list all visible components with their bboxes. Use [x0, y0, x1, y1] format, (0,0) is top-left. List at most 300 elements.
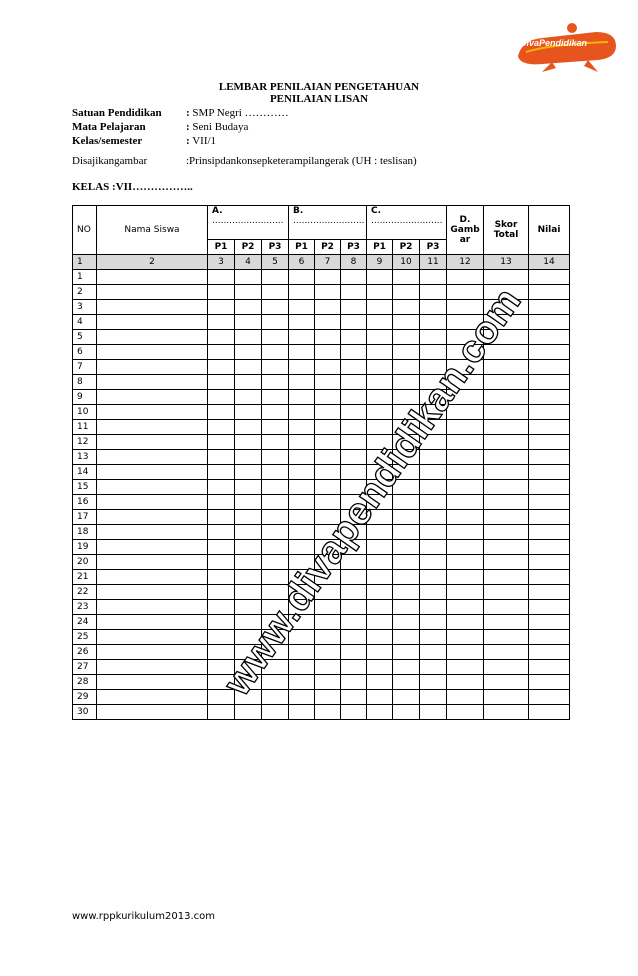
score-cell[interactable] [484, 540, 529, 555]
score-cell[interactable] [341, 300, 367, 315]
score-cell[interactable] [315, 360, 341, 375]
score-cell[interactable] [235, 615, 262, 630]
score-cell[interactable] [262, 435, 289, 450]
score-cell[interactable] [529, 360, 570, 375]
score-cell[interactable] [529, 405, 570, 420]
score-cell[interactable] [235, 390, 262, 405]
score-cell[interactable] [235, 675, 262, 690]
score-cell[interactable] [262, 285, 289, 300]
score-cell[interactable] [97, 270, 208, 285]
score-cell[interactable] [208, 300, 235, 315]
score-cell[interactable] [262, 630, 289, 645]
score-cell[interactable] [341, 450, 367, 465]
score-cell[interactable] [367, 660, 393, 675]
score-cell[interactable] [393, 270, 420, 285]
score-cell[interactable] [393, 465, 420, 480]
score-cell[interactable] [420, 660, 447, 675]
score-cell[interactable] [315, 435, 341, 450]
score-cell[interactable] [447, 510, 484, 525]
score-cell[interactable] [529, 510, 570, 525]
score-cell[interactable] [235, 435, 262, 450]
score-cell[interactable] [315, 285, 341, 300]
score-cell[interactable] [208, 555, 235, 570]
score-cell[interactable] [289, 555, 315, 570]
score-cell[interactable] [420, 300, 447, 315]
score-cell[interactable] [367, 390, 393, 405]
score-cell[interactable] [447, 600, 484, 615]
score-cell[interactable] [420, 705, 447, 720]
score-cell[interactable] [367, 405, 393, 420]
score-cell[interactable] [315, 585, 341, 600]
score-cell[interactable] [529, 480, 570, 495]
score-cell[interactable] [484, 495, 529, 510]
score-cell[interactable] [393, 315, 420, 330]
score-cell[interactable] [208, 495, 235, 510]
score-cell[interactable] [484, 420, 529, 435]
score-cell[interactable] [529, 540, 570, 555]
score-cell[interactable] [97, 315, 208, 330]
score-cell[interactable] [367, 330, 393, 345]
score-cell[interactable] [420, 270, 447, 285]
score-cell[interactable] [447, 645, 484, 660]
score-cell[interactable] [529, 495, 570, 510]
score-cell[interactable] [262, 390, 289, 405]
score-cell[interactable] [289, 375, 315, 390]
score-cell[interactable] [289, 675, 315, 690]
score-cell[interactable] [97, 450, 208, 465]
score-cell[interactable] [289, 690, 315, 705]
score-cell[interactable] [420, 675, 447, 690]
score-cell[interactable] [97, 675, 208, 690]
score-cell[interactable] [97, 360, 208, 375]
score-cell[interactable] [447, 690, 484, 705]
score-cell[interactable] [447, 480, 484, 495]
score-cell[interactable] [208, 375, 235, 390]
score-cell[interactable] [208, 630, 235, 645]
score-cell[interactable] [484, 465, 529, 480]
score-cell[interactable] [529, 435, 570, 450]
score-cell[interactable] [447, 540, 484, 555]
score-cell[interactable] [341, 645, 367, 660]
score-cell[interactable] [289, 345, 315, 360]
score-cell[interactable] [529, 570, 570, 585]
score-cell[interactable] [367, 540, 393, 555]
score-cell[interactable] [447, 525, 484, 540]
score-cell[interactable] [484, 375, 529, 390]
score-cell[interactable] [529, 300, 570, 315]
score-cell[interactable] [262, 480, 289, 495]
score-cell[interactable] [208, 360, 235, 375]
score-cell[interactable] [393, 510, 420, 525]
score-cell[interactable] [420, 345, 447, 360]
score-cell[interactable] [393, 375, 420, 390]
score-cell[interactable] [484, 645, 529, 660]
score-cell[interactable] [484, 285, 529, 300]
score-cell[interactable] [484, 390, 529, 405]
score-cell[interactable] [97, 390, 208, 405]
score-cell[interactable] [235, 315, 262, 330]
score-cell[interactable] [367, 270, 393, 285]
score-cell[interactable] [208, 315, 235, 330]
score-cell[interactable] [341, 270, 367, 285]
score-cell[interactable] [208, 405, 235, 420]
score-cell[interactable] [97, 420, 208, 435]
score-cell[interactable] [97, 690, 208, 705]
score-cell[interactable] [289, 570, 315, 585]
score-cell[interactable] [420, 495, 447, 510]
score-cell[interactable] [262, 495, 289, 510]
score-cell[interactable] [262, 345, 289, 360]
score-cell[interactable] [315, 405, 341, 420]
score-cell[interactable] [447, 630, 484, 645]
score-cell[interactable] [484, 360, 529, 375]
score-cell[interactable] [393, 525, 420, 540]
score-cell[interactable] [367, 435, 393, 450]
score-cell[interactable] [97, 495, 208, 510]
score-cell[interactable] [262, 360, 289, 375]
score-cell[interactable] [235, 405, 262, 420]
score-cell[interactable] [420, 285, 447, 300]
score-cell[interactable] [393, 450, 420, 465]
score-cell[interactable] [262, 315, 289, 330]
score-cell[interactable] [289, 450, 315, 465]
score-cell[interactable] [289, 585, 315, 600]
score-cell[interactable] [420, 315, 447, 330]
score-cell[interactable] [262, 585, 289, 600]
score-cell[interactable] [393, 300, 420, 315]
score-cell[interactable] [315, 555, 341, 570]
score-cell[interactable] [393, 705, 420, 720]
score-cell[interactable] [235, 330, 262, 345]
score-cell[interactable] [315, 675, 341, 690]
score-cell[interactable] [420, 570, 447, 585]
score-cell[interactable] [289, 495, 315, 510]
score-cell[interactable] [367, 465, 393, 480]
score-cell[interactable] [97, 480, 208, 495]
score-cell[interactable] [289, 360, 315, 375]
score-cell[interactable] [529, 315, 570, 330]
score-cell[interactable] [393, 405, 420, 420]
score-cell[interactable] [447, 285, 484, 300]
score-cell[interactable] [529, 555, 570, 570]
score-cell[interactable] [393, 540, 420, 555]
score-cell[interactable] [447, 330, 484, 345]
score-cell[interactable] [447, 375, 484, 390]
score-cell[interactable] [529, 630, 570, 645]
score-cell[interactable] [208, 525, 235, 540]
score-cell[interactable] [208, 600, 235, 615]
score-cell[interactable] [208, 420, 235, 435]
score-cell[interactable] [97, 285, 208, 300]
score-cell[interactable] [208, 480, 235, 495]
score-cell[interactable] [484, 675, 529, 690]
score-cell[interactable] [341, 465, 367, 480]
score-cell[interactable] [447, 405, 484, 420]
score-cell[interactable] [235, 630, 262, 645]
score-cell[interactable] [289, 300, 315, 315]
score-cell[interactable] [420, 480, 447, 495]
score-cell[interactable] [420, 420, 447, 435]
score-cell[interactable] [235, 300, 262, 315]
score-cell[interactable] [341, 570, 367, 585]
score-cell[interactable] [420, 690, 447, 705]
score-cell[interactable] [341, 345, 367, 360]
score-cell[interactable] [367, 645, 393, 660]
score-cell[interactable] [235, 570, 262, 585]
score-cell[interactable] [484, 300, 529, 315]
score-cell[interactable] [447, 345, 484, 360]
score-cell[interactable] [447, 315, 484, 330]
score-cell[interactable] [420, 405, 447, 420]
score-cell[interactable] [484, 330, 529, 345]
score-cell[interactable] [367, 600, 393, 615]
score-cell[interactable] [97, 345, 208, 360]
score-cell[interactable] [420, 435, 447, 450]
score-cell[interactable] [341, 405, 367, 420]
score-cell[interactable] [315, 300, 341, 315]
score-cell[interactable] [208, 540, 235, 555]
score-cell[interactable] [447, 705, 484, 720]
score-cell[interactable] [97, 375, 208, 390]
score-cell[interactable] [97, 615, 208, 630]
score-cell[interactable] [367, 525, 393, 540]
score-cell[interactable] [208, 705, 235, 720]
score-cell[interactable] [315, 495, 341, 510]
score-cell[interactable] [315, 270, 341, 285]
score-cell[interactable] [529, 645, 570, 660]
score-cell[interactable] [208, 675, 235, 690]
score-cell[interactable] [420, 525, 447, 540]
score-cell[interactable] [529, 465, 570, 480]
score-cell[interactable] [367, 300, 393, 315]
score-cell[interactable] [484, 315, 529, 330]
score-cell[interactable] [367, 585, 393, 600]
score-cell[interactable] [208, 510, 235, 525]
score-cell[interactable] [97, 705, 208, 720]
score-cell[interactable] [529, 450, 570, 465]
score-cell[interactable] [341, 375, 367, 390]
score-cell[interactable] [97, 540, 208, 555]
score-cell[interactable] [235, 600, 262, 615]
score-cell[interactable] [367, 420, 393, 435]
score-cell[interactable] [447, 450, 484, 465]
score-cell[interactable] [484, 405, 529, 420]
score-cell[interactable] [315, 315, 341, 330]
score-cell[interactable] [484, 525, 529, 540]
score-cell[interactable] [393, 495, 420, 510]
score-cell[interactable] [315, 660, 341, 675]
score-cell[interactable] [393, 645, 420, 660]
score-cell[interactable] [262, 405, 289, 420]
score-cell[interactable] [208, 345, 235, 360]
score-cell[interactable] [367, 690, 393, 705]
score-cell[interactable] [367, 450, 393, 465]
score-cell[interactable] [97, 300, 208, 315]
score-cell[interactable] [447, 420, 484, 435]
score-cell[interactable] [97, 660, 208, 675]
score-cell[interactable] [367, 570, 393, 585]
score-cell[interactable] [262, 690, 289, 705]
score-cell[interactable] [341, 360, 367, 375]
score-cell[interactable] [447, 570, 484, 585]
score-cell[interactable] [315, 390, 341, 405]
score-cell[interactable] [393, 420, 420, 435]
score-cell[interactable] [289, 315, 315, 330]
score-cell[interactable] [208, 645, 235, 660]
score-cell[interactable] [484, 510, 529, 525]
score-cell[interactable] [341, 540, 367, 555]
score-cell[interactable] [97, 645, 208, 660]
score-cell[interactable] [484, 585, 529, 600]
score-cell[interactable] [341, 495, 367, 510]
score-cell[interactable] [529, 420, 570, 435]
score-cell[interactable] [97, 510, 208, 525]
score-cell[interactable] [97, 585, 208, 600]
score-cell[interactable] [315, 375, 341, 390]
score-cell[interactable] [262, 510, 289, 525]
score-cell[interactable] [341, 615, 367, 630]
score-cell[interactable] [529, 675, 570, 690]
score-cell[interactable] [367, 615, 393, 630]
score-cell[interactable] [420, 375, 447, 390]
score-cell[interactable] [97, 435, 208, 450]
score-cell[interactable] [341, 435, 367, 450]
score-cell[interactable] [208, 585, 235, 600]
score-cell[interactable] [235, 420, 262, 435]
score-cell[interactable] [235, 480, 262, 495]
score-cell[interactable] [484, 615, 529, 630]
score-cell[interactable] [235, 495, 262, 510]
score-cell[interactable] [367, 705, 393, 720]
score-cell[interactable] [262, 300, 289, 315]
score-cell[interactable] [447, 360, 484, 375]
score-cell[interactable] [97, 600, 208, 615]
score-cell[interactable] [367, 495, 393, 510]
score-cell[interactable] [393, 345, 420, 360]
score-cell[interactable] [529, 600, 570, 615]
score-cell[interactable] [315, 630, 341, 645]
score-cell[interactable] [235, 450, 262, 465]
score-cell[interactable] [289, 630, 315, 645]
score-cell[interactable] [262, 660, 289, 675]
score-cell[interactable] [420, 630, 447, 645]
score-cell[interactable] [393, 585, 420, 600]
score-cell[interactable] [529, 615, 570, 630]
score-cell[interactable] [393, 390, 420, 405]
score-cell[interactable] [315, 615, 341, 630]
score-cell[interactable] [447, 435, 484, 450]
score-cell[interactable] [315, 420, 341, 435]
score-cell[interactable] [208, 390, 235, 405]
score-cell[interactable] [97, 630, 208, 645]
score-cell[interactable] [447, 555, 484, 570]
score-cell[interactable] [529, 525, 570, 540]
score-cell[interactable] [484, 600, 529, 615]
score-cell[interactable] [315, 345, 341, 360]
score-cell[interactable] [262, 705, 289, 720]
score-cell[interactable] [262, 450, 289, 465]
score-cell[interactable] [97, 555, 208, 570]
score-cell[interactable] [97, 525, 208, 540]
score-cell[interactable] [289, 525, 315, 540]
score-cell[interactable] [262, 375, 289, 390]
score-cell[interactable] [262, 645, 289, 660]
score-cell[interactable] [262, 330, 289, 345]
score-cell[interactable] [262, 555, 289, 570]
score-cell[interactable] [393, 570, 420, 585]
score-cell[interactable] [341, 390, 367, 405]
score-cell[interactable] [341, 705, 367, 720]
score-cell[interactable] [235, 375, 262, 390]
score-cell[interactable] [529, 345, 570, 360]
score-cell[interactable] [341, 660, 367, 675]
score-cell[interactable] [393, 690, 420, 705]
score-cell[interactable] [529, 585, 570, 600]
score-cell[interactable] [208, 270, 235, 285]
score-cell[interactable] [289, 600, 315, 615]
score-cell[interactable] [315, 465, 341, 480]
score-cell[interactable] [289, 270, 315, 285]
score-cell[interactable] [315, 525, 341, 540]
score-cell[interactable] [484, 345, 529, 360]
score-cell[interactable] [341, 690, 367, 705]
score-cell[interactable] [393, 480, 420, 495]
score-cell[interactable] [529, 690, 570, 705]
score-cell[interactable] [289, 540, 315, 555]
score-cell[interactable] [315, 450, 341, 465]
score-cell[interactable] [420, 390, 447, 405]
score-cell[interactable] [208, 330, 235, 345]
score-cell[interactable] [367, 510, 393, 525]
score-cell[interactable] [289, 510, 315, 525]
score-cell[interactable] [262, 540, 289, 555]
score-cell[interactable] [235, 510, 262, 525]
score-cell[interactable] [393, 555, 420, 570]
score-cell[interactable] [367, 555, 393, 570]
score-cell[interactable] [341, 525, 367, 540]
score-cell[interactable] [529, 705, 570, 720]
score-cell[interactable] [262, 675, 289, 690]
score-cell[interactable] [447, 270, 484, 285]
score-cell[interactable] [235, 585, 262, 600]
score-cell[interactable] [97, 405, 208, 420]
score-cell[interactable] [315, 330, 341, 345]
score-cell[interactable] [341, 585, 367, 600]
score-cell[interactable] [484, 480, 529, 495]
score-cell[interactable] [420, 555, 447, 570]
score-cell[interactable] [367, 345, 393, 360]
score-cell[interactable] [447, 465, 484, 480]
score-cell[interactable] [393, 330, 420, 345]
score-cell[interactable] [289, 285, 315, 300]
score-cell[interactable] [447, 300, 484, 315]
score-cell[interactable] [484, 555, 529, 570]
score-cell[interactable] [235, 660, 262, 675]
score-cell[interactable] [420, 360, 447, 375]
score-cell[interactable] [235, 360, 262, 375]
score-cell[interactable] [447, 585, 484, 600]
score-cell[interactable] [208, 660, 235, 675]
score-cell[interactable] [341, 510, 367, 525]
score-cell[interactable] [315, 645, 341, 660]
score-cell[interactable] [289, 390, 315, 405]
score-cell[interactable] [420, 465, 447, 480]
score-cell[interactable] [393, 600, 420, 615]
score-cell[interactable] [262, 615, 289, 630]
score-cell[interactable] [367, 630, 393, 645]
score-cell[interactable] [484, 435, 529, 450]
score-cell[interactable] [420, 510, 447, 525]
